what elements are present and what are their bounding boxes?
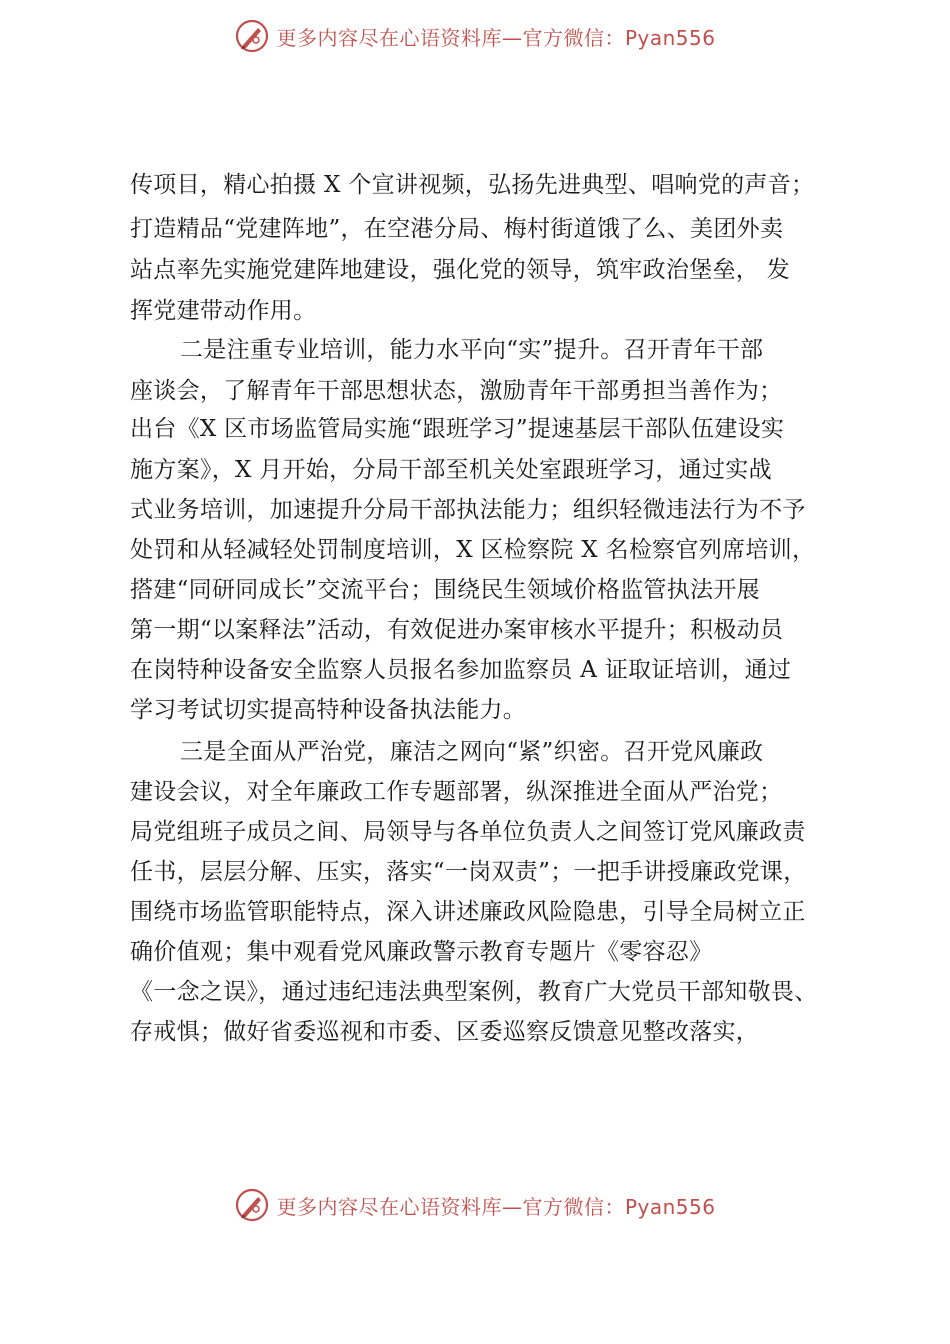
paragraph-line: 局党组班子成员之间、局领导与各单位负责人之间签订党风廉政责 <box>130 819 806 845</box>
paragraph-line: 二是注重专业培训，能力水平向“实”提升。召开青年干部 <box>180 337 764 363</box>
paragraph-line: 搭建“同研同成长”交流平台；围绕民生领域价格监管执法开展 <box>130 577 760 603</box>
paragraph-line: 在岗特种设备安全监察人员报名参加监察员 A 证取证培训，通过 <box>130 657 792 683</box>
paragraph-line: 三是全面从严治党，廉洁之网向“紧”织密。召开党风廉政 <box>180 739 764 765</box>
paragraph-line: 式业务培训，加速提升分局干部执法能力；组织轻微违法行为不予 <box>130 497 806 523</box>
paragraph-line: 站点率先实施党建阵地建设，强化党的领导，筑牢政治堡垒， 发 <box>130 257 791 283</box>
paragraph-line: 学习考试切实提高特种设备执法能力。 <box>130 697 527 723</box>
paragraph-line: 第一期“以案释法”活动，有效促进办案审核水平提升；积极动员 <box>130 617 784 643</box>
paragraph-line: 处罚和从轻减轻处罚制度培训，X 区检察院 X 名检察官列席培训， <box>130 537 816 563</box>
paragraph-line: 确价值观；集中观看党风廉政警示教育专题片《零容忍》 <box>130 939 713 965</box>
watermark-text: 更多内容尽在心语资料库—官方微信：Pyan556 <box>276 1194 716 1219</box>
paragraph-line: 挥党建带动作用。 <box>130 298 317 324</box>
footer-watermark <box>0 1182 950 1228</box>
paragraph-line: 存戒惧；做好省委巡视和市委、区委巡察反馈意见整改落实， <box>130 1019 760 1045</box>
red-pen-circle-logo-icon <box>234 1187 270 1223</box>
paragraph-line: 座谈会，了解青年干部思想状态，激励青年干部勇担当善作为； <box>130 378 783 404</box>
paragraph-line: 施方案》，X 月开始，分局干部至机关处室跟班学习，通过实战 <box>130 457 772 483</box>
paragraph-line: 《一念之误》，通过违纪违法典型案例，教育广大党员干部知敬畏、 <box>130 979 818 1005</box>
paragraph-line: 传项目，精心拍摄 X 个宣讲视频，弘扬先进典型、唱响党的声音； <box>130 172 815 198</box>
paragraph-line: 任书，层层分解、压实，落实“一岗双责”；一把手讲授廉政党课， <box>130 859 807 885</box>
paragraph-line: 围绕市场监管职能特点，深入讲述廉政风险隐患，引导全局树立正 <box>130 899 806 925</box>
paragraph-line: 出台《X 区市场监管局实施“跟班学习”提速基层干部队伍建设实 <box>130 416 785 442</box>
paragraph-line: 建设会议，对全年廉政工作专题部署，纵深推进全面从严治党； <box>130 779 783 805</box>
paragraph-line: 打造精品“党建阵地”，在空港分局、梅村街道饿了么、美团外卖 <box>130 216 784 242</box>
watermark-text: 更多内容尽在心语资料库—官方微信：Pyan556 <box>276 25 716 50</box>
